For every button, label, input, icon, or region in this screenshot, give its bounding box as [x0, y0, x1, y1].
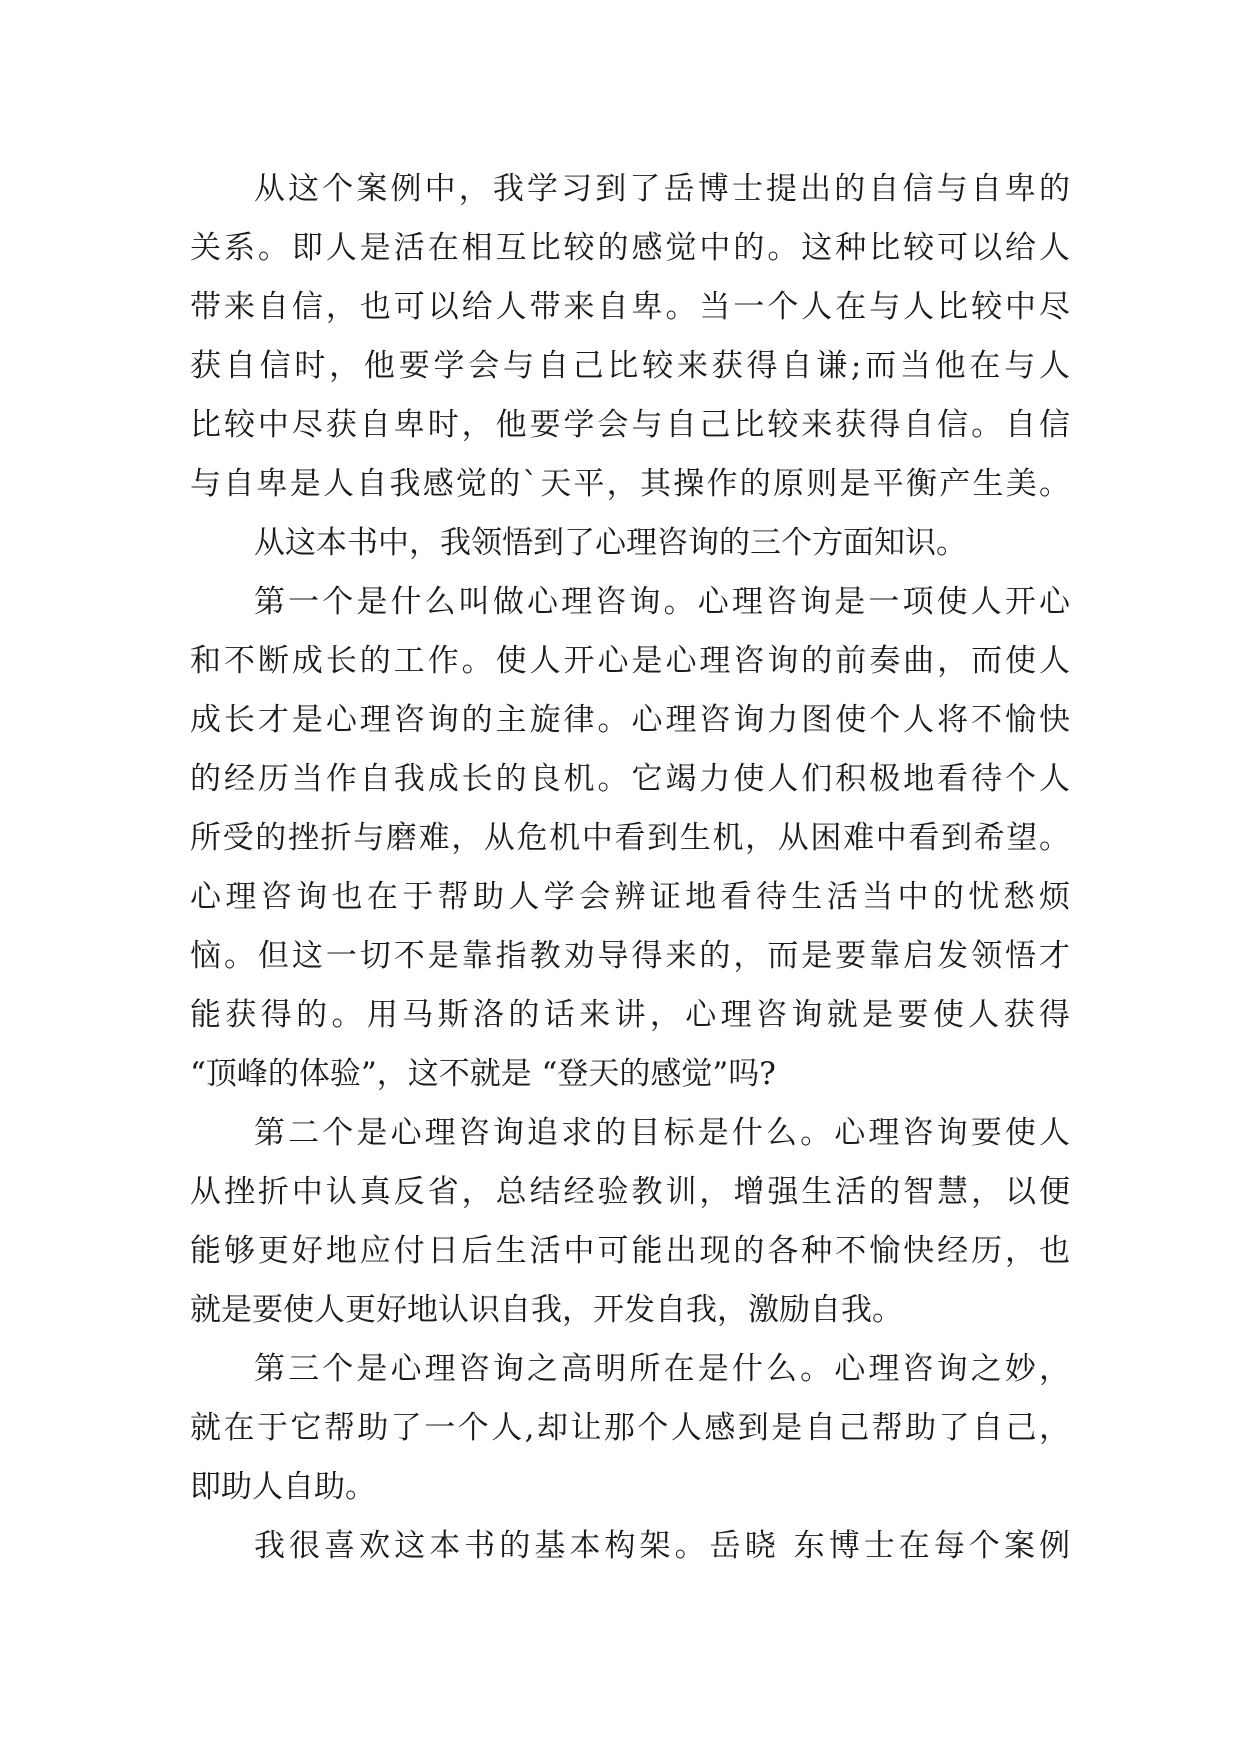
- paragraph-line: 从这个案例中，我学习到了岳博士提出的自信与自卑的: [254, 171, 1070, 207]
- paragraph-line: 从这本书中，我领悟到了心理咨询的三个方面知识。: [254, 525, 967, 561]
- paragraph-line: 获自信时，他要学会与自己比较来获得自谦;而当他在与人: [190, 348, 1070, 384]
- paragraph-line: 第三个是心理咨询之高明所在是什么。心理咨询之妙，: [254, 1351, 1070, 1387]
- paragraph-line: 带来自信，也可以给人带来自卑。当一个人在与人比较中尽: [190, 289, 1070, 325]
- document-body: [190, 160, 1070, 1576]
- paragraph-line: 第一个是什么叫做心理咨询。心理咨询是一项使人开心: [254, 584, 1070, 620]
- paragraph-line: 所受的挫折与磨难，从危机中看到生机，从困难中看到希望。: [190, 820, 1070, 856]
- paragraph-line: 能获得的。用马斯洛的话来讲，心理咨询就是要使人获得: [190, 997, 1070, 1033]
- paragraph-line: 比较中尽获自卑时，他要学会与自己比较来获得自信。自信: [190, 407, 1070, 443]
- paragraph-line: 心理咨询也在于帮助人学会辨证地看待生活当中的忧愁烦: [190, 879, 1070, 915]
- paragraph-line: 就是要使人更好地认识自我，开发自我，激励自我。: [190, 1292, 903, 1328]
- paragraph-line: 和不断成长的工作。使人开心是心理咨询的前奏曲，而使人: [190, 643, 1070, 679]
- paragraph-line: 成长才是心理咨询的主旋律。心理咨询力图使个人将不愉快: [190, 702, 1070, 738]
- paragraph-line: “顶峰的体验”，这不就是 “登天的感觉”吗?: [190, 1056, 776, 1092]
- paragraph-line: 从挫折中认真反省，总结经验教训，增强生活的智慧，以便: [190, 1174, 1070, 1210]
- paragraph-line: 恼。但这一切不是靠指教劝导得来的，而是要靠启发领悟才: [190, 938, 1070, 974]
- paragraph-line: 的经历当作自我成长的良机。它竭力使人们积极地看待个人: [190, 761, 1070, 797]
- paragraph-line: 我很喜欢这本书的基本构架。岳晓 东博士在每个案例: [254, 1528, 1070, 1564]
- paragraph-line: 即助人自助。: [190, 1469, 376, 1505]
- paragraph-line: 能够更好地应付日后生活中可能出现的各种不愉快经历，也: [190, 1233, 1070, 1269]
- paragraph-line: 第二个是心理咨询追求的目标是什么。心理咨询要使人: [254, 1115, 1070, 1151]
- paragraph-line: 与自卑是人自我感觉的`天平，其操作的原则是平衡产生美。: [190, 466, 1070, 502]
- paragraph-line: 关系。即人是活在相互比较的感觉中的。这种比较可以给人: [190, 230, 1070, 266]
- paragraph-line: 就在于它帮助了一个人,却让那个人感到是自己帮助了自己，: [190, 1410, 1070, 1446]
